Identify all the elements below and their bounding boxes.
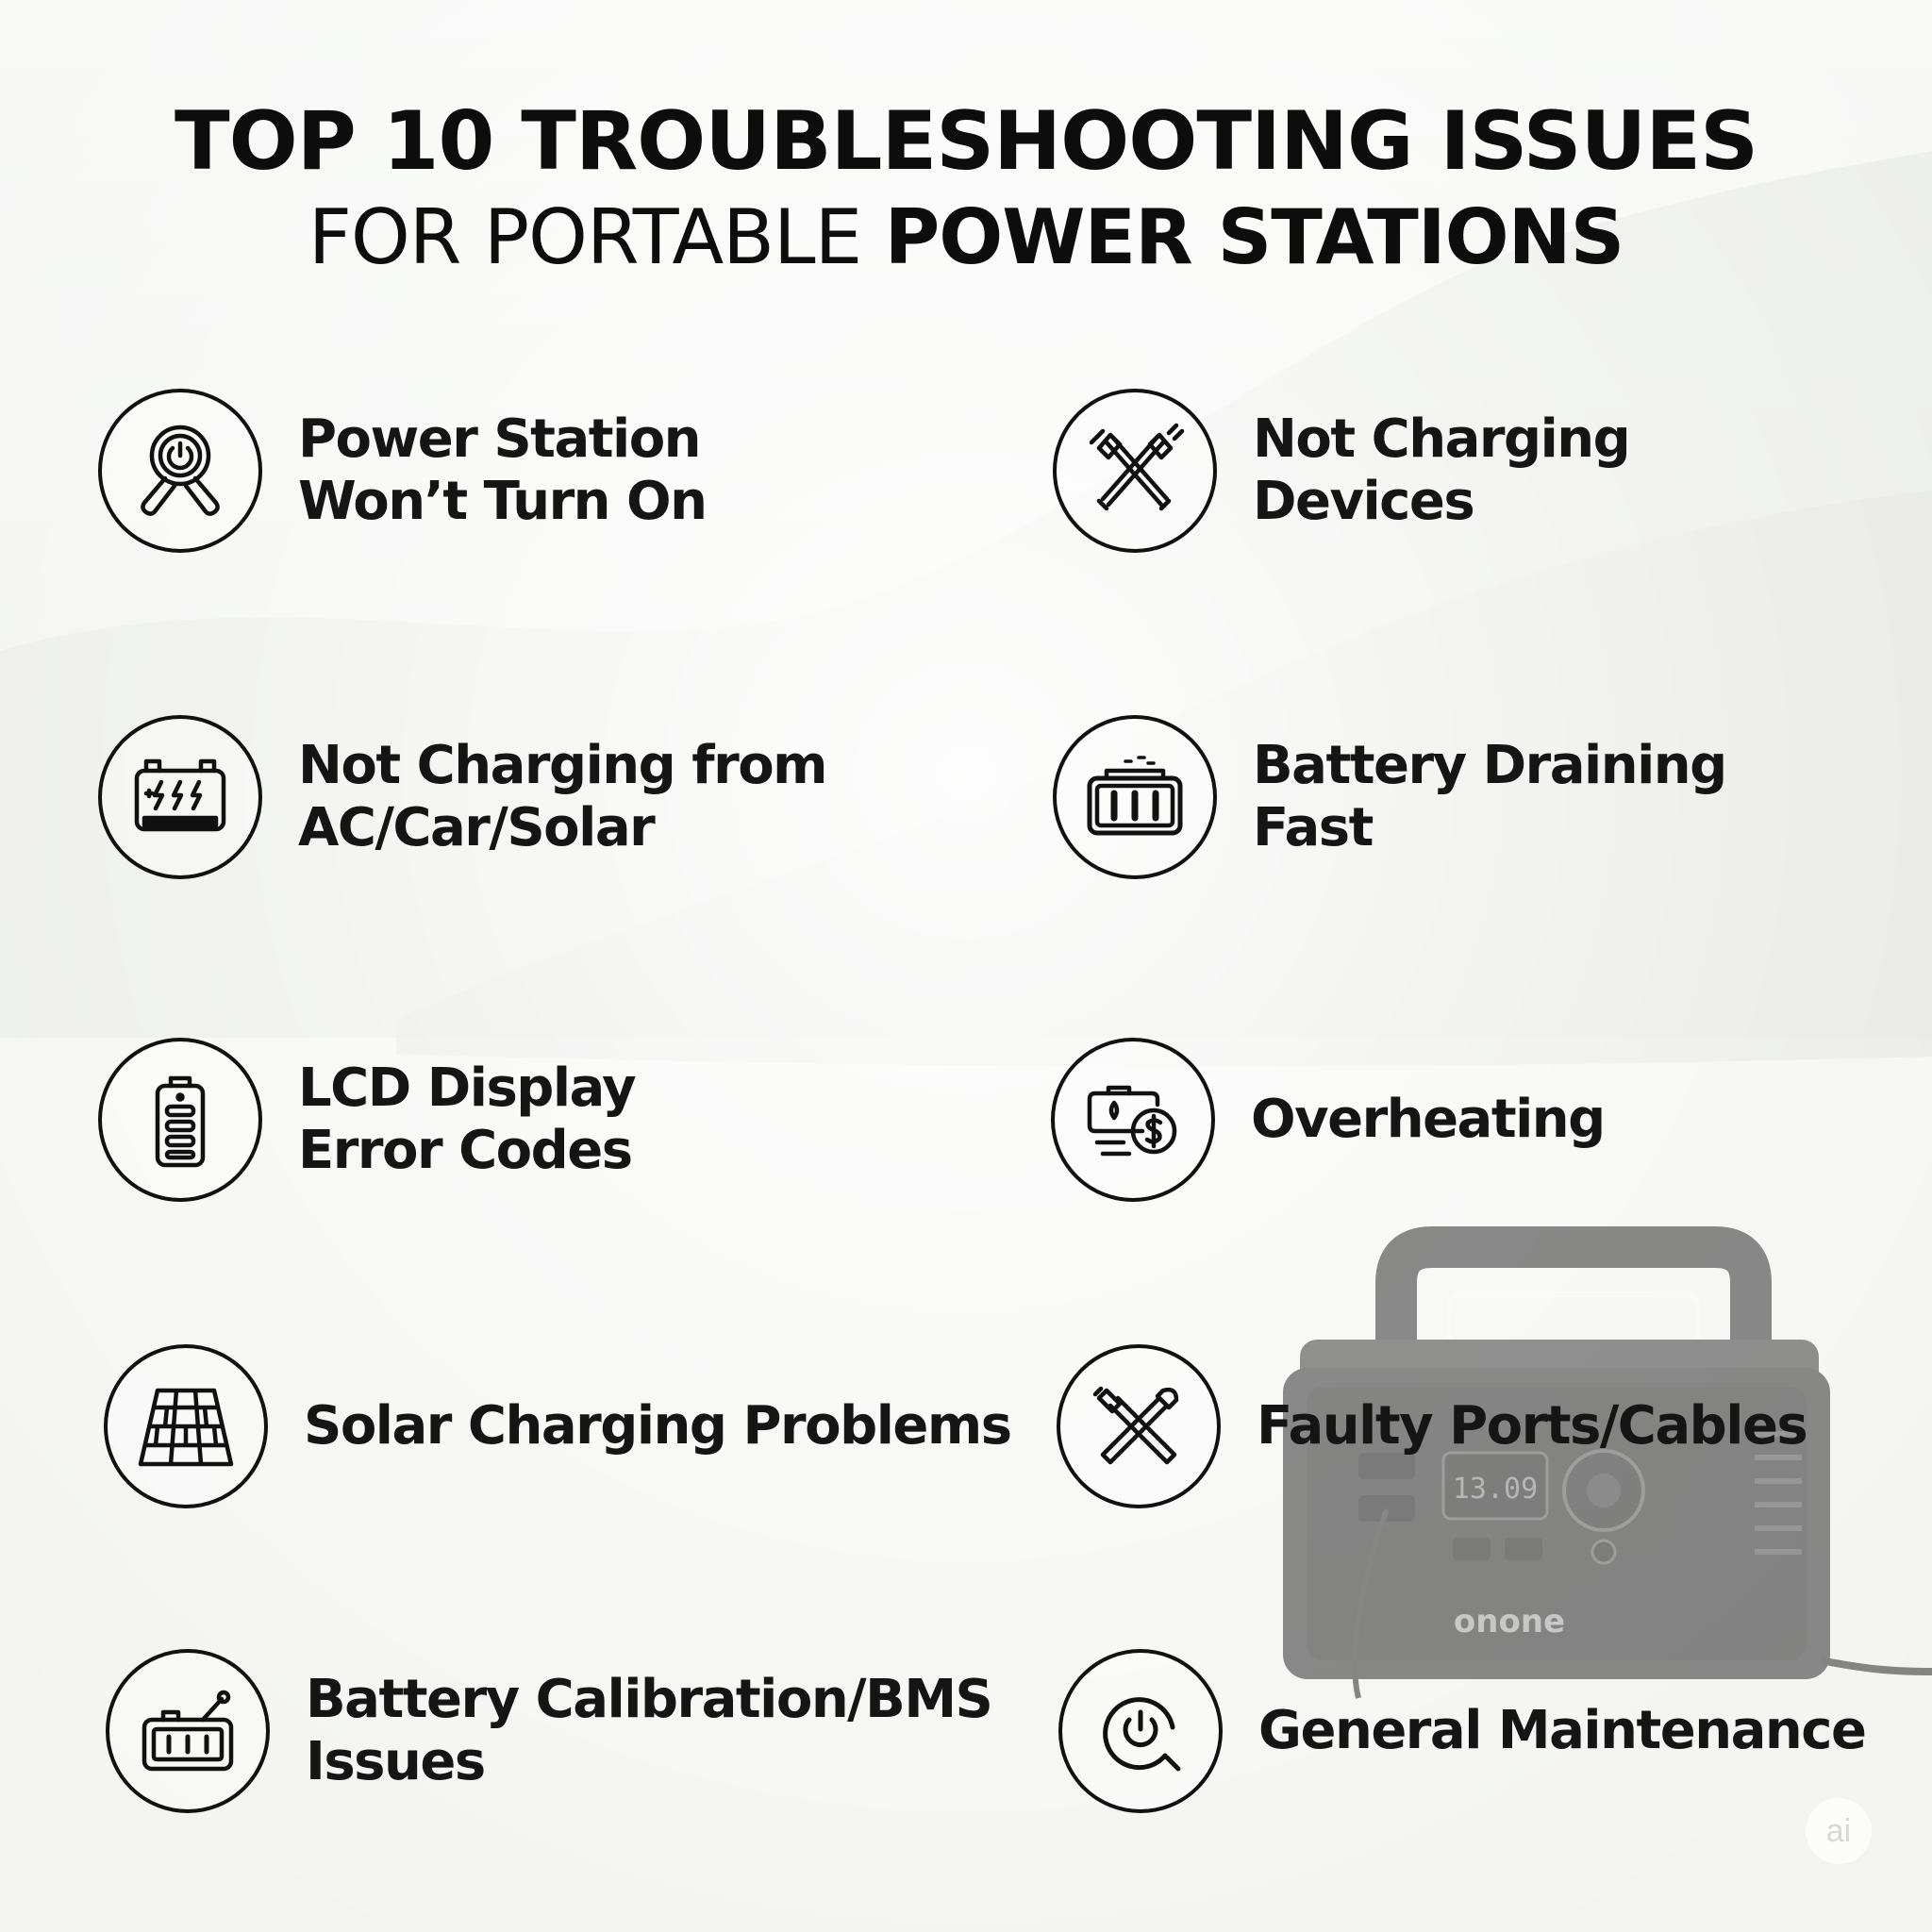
- issue-label-line1: Not Charging from: [298, 735, 827, 796]
- issue-label-line1: Not Charging: [1253, 408, 1630, 470]
- issue-icon-circle: [1058, 1649, 1223, 1813]
- issue-icon-circle: [1053, 715, 1217, 879]
- issue-label-line2: Error Codes: [298, 1120, 632, 1181]
- issue-icon-circle: [1053, 389, 1217, 553]
- issue-label-line1: LCD Display: [298, 1058, 636, 1119]
- issue-label: [1257, 1395, 1807, 1457]
- crossed-plugs-icon: [1078, 414, 1191, 527]
- issue-label: [1258, 1700, 1865, 1762]
- battery-dollar-icon: [1076, 1063, 1190, 1176]
- issue-label-line1: General Maintenance: [1258, 1700, 1866, 1761]
- issue-label: [1253, 735, 1726, 859]
- power-button-icon: [1084, 1674, 1197, 1788]
- issue-label-line2: Issues: [306, 1731, 485, 1792]
- issue-label-line2: Devices: [1253, 471, 1474, 532]
- issue-label-line2: AC/Car/Solar: [298, 797, 655, 858]
- page-title: TOP 10 TROUBLESHOOTING ISSUES: [174, 94, 1758, 189]
- issue-item-1: [98, 389, 707, 553]
- issue-label-line1: Battery Calibration/BMS: [306, 1669, 992, 1730]
- issue-icon-circle: [1051, 1038, 1215, 1202]
- issue-label-line1: Battery Draining: [1253, 735, 1726, 796]
- issue-icon-circle: [98, 715, 262, 879]
- issue-item-4: [1053, 715, 1726, 879]
- issue-label-line1: Faulty Ports/Cables: [1257, 1395, 1807, 1457]
- crossed-tools-icon: [1082, 1370, 1195, 1483]
- subtitle-prefix: FOR PORTABLE: [308, 193, 885, 281]
- issue-item-7: [104, 1344, 1011, 1508]
- issue-label-line1: Overheating: [1251, 1089, 1605, 1150]
- page-subtitle: [0, 193, 1932, 281]
- issue-label: [304, 1395, 1011, 1457]
- issue-item-2: [1053, 389, 1629, 553]
- device-brand-text: onone: [1453, 1603, 1566, 1641]
- issue-icon-circle: [98, 1038, 262, 1202]
- issue-item-8: [1057, 1344, 1807, 1508]
- subtitle-bold: POWER STATIONS: [884, 193, 1624, 281]
- issue-label-line2: Won’t Turn On: [298, 471, 707, 532]
- issue-label-line1: Power Station: [298, 408, 701, 470]
- issue-item-9: [106, 1649, 991, 1813]
- issue-item-10: [1058, 1649, 1865, 1813]
- solar-panel-icon: [129, 1370, 242, 1483]
- issue-label: [298, 408, 707, 533]
- issue-item-6: [1051, 1038, 1605, 1202]
- issue-icon-circle: [98, 389, 262, 553]
- issue-label: [306, 1669, 991, 1793]
- battery-vertical-icon: [124, 1063, 237, 1176]
- issue-item-5: [98, 1038, 635, 1202]
- issue-label: [1251, 1089, 1605, 1151]
- magnifier-power-icon: [124, 414, 237, 527]
- issue-label: [298, 1058, 635, 1182]
- car-battery-icon: [124, 741, 237, 854]
- issue-icon-circle: [1057, 1344, 1221, 1508]
- battery-bars-icon: [1078, 741, 1191, 854]
- issue-label-line1: Solar Charging Problems: [304, 1395, 1011, 1457]
- issue-icon-circle: [104, 1344, 268, 1508]
- issue-icon-circle: [106, 1649, 270, 1813]
- issue-item-3: [98, 715, 826, 879]
- ai-badge: ai: [1806, 1798, 1872, 1864]
- issue-label-line2: Fast: [1253, 797, 1373, 858]
- issue-label: [298, 735, 826, 859]
- battery-probe-icon: [131, 1674, 244, 1788]
- issue-label: [1253, 408, 1629, 533]
- device-display-text: 13.09: [1452, 1473, 1539, 1506]
